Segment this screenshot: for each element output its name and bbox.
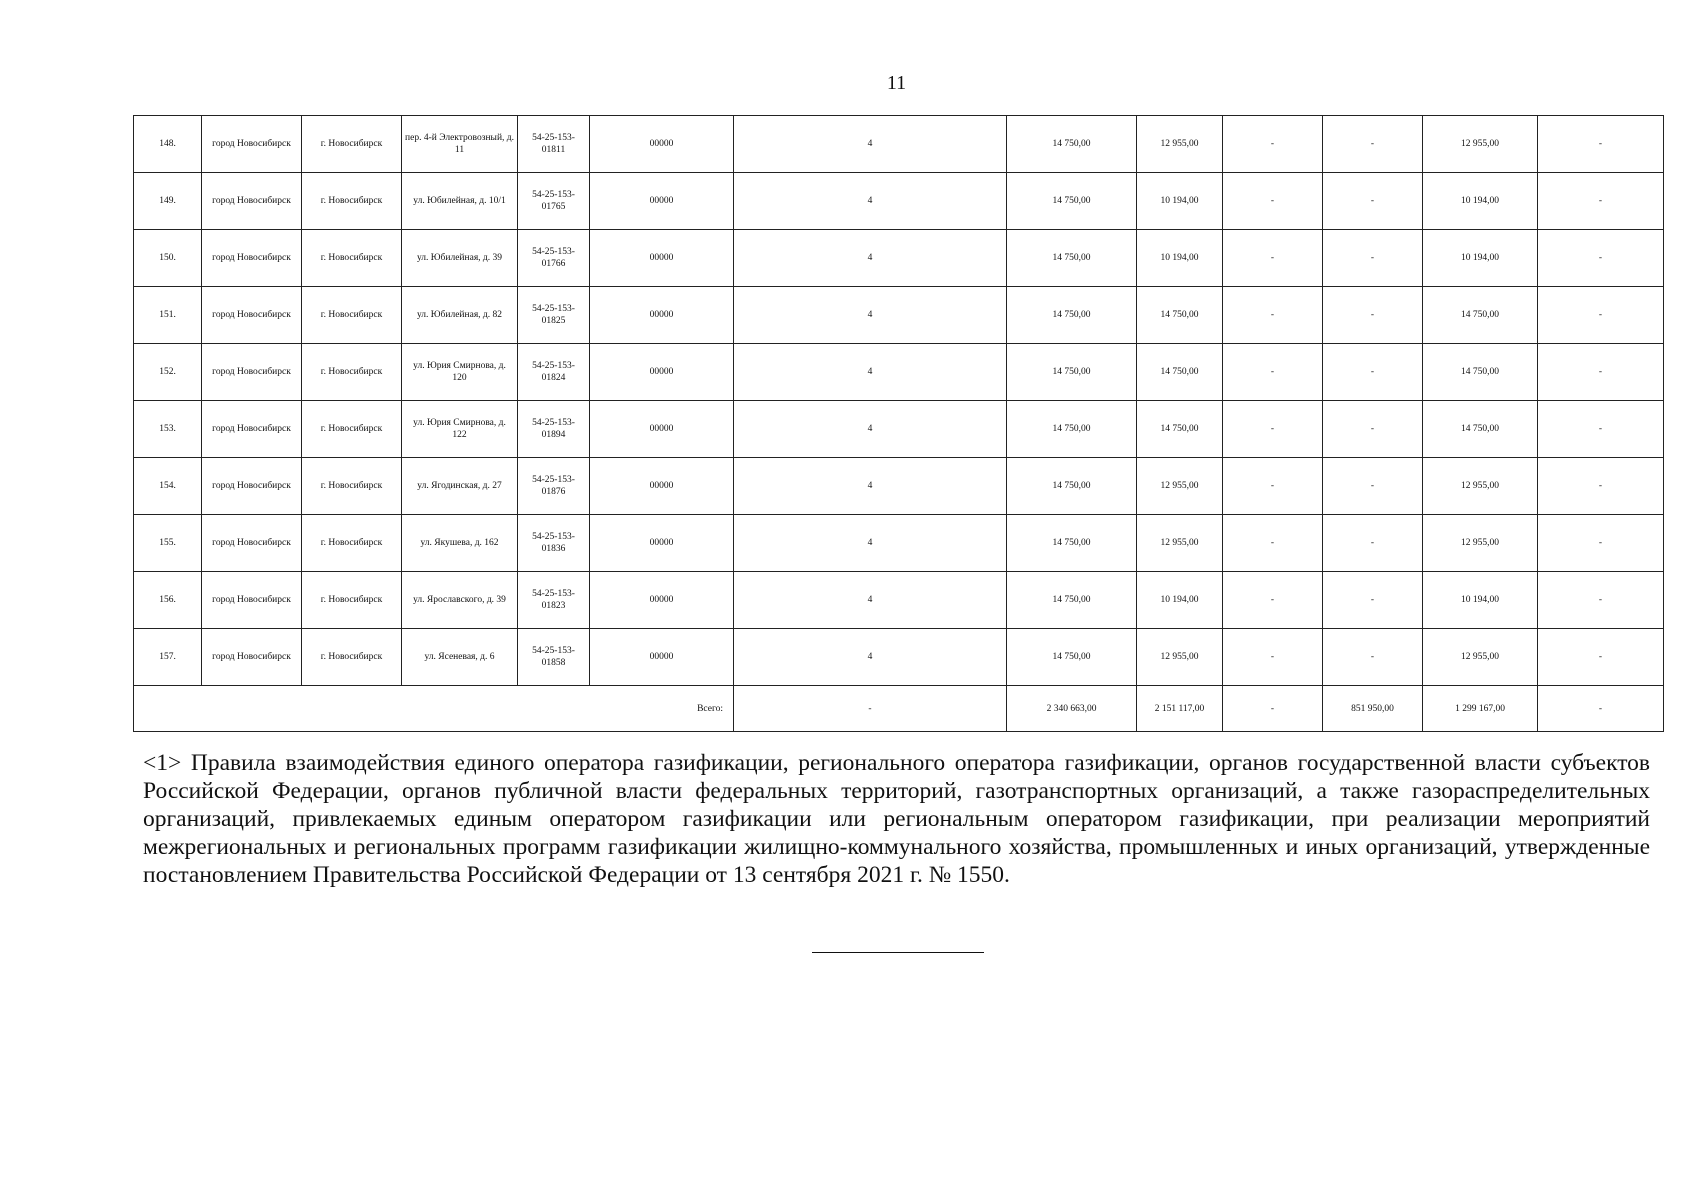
other-cell: - — [1538, 572, 1664, 629]
row-number-cell: 151. — [134, 287, 202, 344]
federal-cell: - — [1223, 458, 1323, 515]
other-cell: - — [1538, 629, 1664, 686]
federal-cell: - — [1223, 629, 1323, 686]
table-row — [134, 344, 1664, 401]
amount-cell: 14 750,00 — [1007, 572, 1137, 629]
subsidy-cell: 10 194,00 — [1137, 572, 1223, 629]
municipality-cell: город Новосибирск — [202, 458, 302, 515]
footnote: <1> Правила взаимодействия единого оператора газификации, регионального оператора газификации, органов государственной власти субъектов Российской Федерации, органов публичной власти федеральных территорий, газотранспортных организаций, а также газораспределительных организаций, привлекаемых единым оператором газификации или региональным оператором газификации, при реализации мероприятий межрегиональных и региональных программ газификации жилищно-коммунального хозяйства, промышленных и иных организаций, утвержденные постановлением Правительства Российской Федерации от 13 сентября 2021 г. № 1550. — [143, 750, 1650, 888]
cadastral-number-cell: 54-25-153-01825 — [518, 287, 590, 344]
total-value-cell: - — [1538, 686, 1664, 732]
settlement-cell: г. Новосибирск — [302, 629, 402, 686]
local-cell: 12 955,00 — [1423, 515, 1538, 572]
amount-cell: 14 750,00 — [1007, 230, 1137, 287]
local-cell: 14 750,00 — [1423, 344, 1538, 401]
table-row — [134, 401, 1664, 458]
category-cell: 4 — [734, 344, 1007, 401]
regional-cell: - — [1323, 344, 1423, 401]
other-cell: - — [1538, 515, 1664, 572]
code-cell: 00000 — [590, 458, 734, 515]
code-cell: 00000 — [590, 344, 734, 401]
category-cell: 4 — [734, 572, 1007, 629]
total-value-cell: - — [1223, 686, 1323, 732]
row-number-cell: 153. — [134, 401, 202, 458]
municipality-cell: город Новосибирск — [202, 230, 302, 287]
row-number-cell: 157. — [134, 629, 202, 686]
category-cell: 4 — [734, 116, 1007, 173]
local-cell: 10 194,00 — [1423, 572, 1538, 629]
amount-cell: 14 750,00 — [1007, 287, 1137, 344]
municipality-cell: город Новосибирск — [202, 515, 302, 572]
local-cell: 12 955,00 — [1423, 116, 1538, 173]
total-value-cell: 2 340 663,00 — [1007, 686, 1137, 732]
amount-cell: 14 750,00 — [1007, 116, 1137, 173]
regional-cell: - — [1323, 401, 1423, 458]
municipality-cell: город Новосибирск — [202, 116, 302, 173]
total-value-cell: 1 299 167,00 — [1423, 686, 1538, 732]
address-cell: пер. 4-й Электровозный, д. 11 — [402, 116, 518, 173]
settlement-cell: г. Новосибирск — [302, 287, 402, 344]
cadastral-number-cell: 54-25-153-01824 — [518, 344, 590, 401]
amount-cell: 14 750,00 — [1007, 515, 1137, 572]
address-cell: ул. Юбилейная, д. 82 — [402, 287, 518, 344]
municipality-cell: город Новосибирск — [202, 572, 302, 629]
federal-cell: - — [1223, 173, 1323, 230]
category-cell: 4 — [734, 230, 1007, 287]
settlement-cell: г. Новосибирск — [302, 344, 402, 401]
code-cell: 00000 — [590, 401, 734, 458]
row-number-cell: 156. — [134, 572, 202, 629]
table-row — [134, 116, 1664, 173]
total-value-cell: 2 151 117,00 — [1137, 686, 1223, 732]
amount-cell: 14 750,00 — [1007, 458, 1137, 515]
federal-cell: - — [1223, 515, 1323, 572]
table-row — [134, 230, 1664, 287]
cadastral-number-cell: 54-25-153-01858 — [518, 629, 590, 686]
code-cell: 00000 — [590, 572, 734, 629]
regional-cell: - — [1323, 287, 1423, 344]
address-cell: ул. Ясеневая, д. 6 — [402, 629, 518, 686]
row-number-cell: 155. — [134, 515, 202, 572]
code-cell: 00000 — [590, 230, 734, 287]
table-body — [134, 116, 1664, 732]
regional-cell: - — [1323, 572, 1423, 629]
data-table — [133, 115, 1664, 732]
address-cell: ул. Якушева, д. 162 — [402, 515, 518, 572]
local-cell: 14 750,00 — [1423, 401, 1538, 458]
total-value-cell: 851 950,00 — [1323, 686, 1423, 732]
code-cell: 00000 — [590, 173, 734, 230]
category-cell: 4 — [734, 287, 1007, 344]
table-row — [134, 572, 1664, 629]
subsidy-cell: 10 194,00 — [1137, 173, 1223, 230]
page-number: 11 — [886, 72, 907, 94]
settlement-cell: г. Новосибирск — [302, 572, 402, 629]
category-cell: 4 — [734, 401, 1007, 458]
federal-cell: - — [1223, 401, 1323, 458]
cadastral-number-cell: 54-25-153-01811 — [518, 116, 590, 173]
separator-line — [812, 952, 984, 953]
cadastral-number-cell: 54-25-153-01765 — [518, 173, 590, 230]
table-row — [134, 629, 1664, 686]
regional-cell: - — [1323, 515, 1423, 572]
federal-cell: - — [1223, 116, 1323, 173]
settlement-cell: г. Новосибирск — [302, 401, 402, 458]
cadastral-number-cell: 54-25-153-01894 — [518, 401, 590, 458]
amount-cell: 14 750,00 — [1007, 344, 1137, 401]
local-cell: 14 750,00 — [1423, 287, 1538, 344]
subsidy-cell: 12 955,00 — [1137, 629, 1223, 686]
address-cell: ул. Ярославского, д. 39 — [402, 572, 518, 629]
total-value-cell: - — [734, 686, 1007, 732]
cadastral-number-cell: 54-25-153-01876 — [518, 458, 590, 515]
row-number-cell: 150. — [134, 230, 202, 287]
table-container — [133, 115, 1663, 732]
subsidy-cell: 14 750,00 — [1137, 287, 1223, 344]
category-cell: 4 — [734, 515, 1007, 572]
settlement-cell: г. Новосибирск — [302, 230, 402, 287]
subsidy-cell: 12 955,00 — [1137, 116, 1223, 173]
address-cell: ул. Ягодинская, д. 27 — [402, 458, 518, 515]
subsidy-cell: 10 194,00 — [1137, 230, 1223, 287]
code-cell: 00000 — [590, 287, 734, 344]
row-number-cell: 154. — [134, 458, 202, 515]
local-cell: 10 194,00 — [1423, 173, 1538, 230]
address-cell: ул. Юбилейная, д. 10/1 — [402, 173, 518, 230]
federal-cell: - — [1223, 344, 1323, 401]
category-cell: 4 — [734, 458, 1007, 515]
local-cell: 10 194,00 — [1423, 230, 1538, 287]
table-row — [134, 515, 1664, 572]
regional-cell: - — [1323, 629, 1423, 686]
code-cell: 00000 — [590, 515, 734, 572]
amount-cell: 14 750,00 — [1007, 401, 1137, 458]
row-number-cell: 148. — [134, 116, 202, 173]
municipality-cell: город Новосибирск — [202, 287, 302, 344]
cadastral-number-cell: 54-25-153-01836 — [518, 515, 590, 572]
subsidy-cell: 12 955,00 — [1137, 458, 1223, 515]
municipality-cell: город Новосибирск — [202, 173, 302, 230]
row-number-cell: 152. — [134, 344, 202, 401]
amount-cell: 14 750,00 — [1007, 629, 1137, 686]
local-cell: 12 955,00 — [1423, 629, 1538, 686]
total-label: Всего: — [134, 686, 734, 732]
regional-cell: - — [1323, 458, 1423, 515]
other-cell: - — [1538, 230, 1664, 287]
subsidy-cell: 12 955,00 — [1137, 515, 1223, 572]
row-number-cell: 149. — [134, 173, 202, 230]
settlement-cell: г. Новосибирск — [302, 515, 402, 572]
municipality-cell: город Новосибирск — [202, 401, 302, 458]
table-row — [134, 173, 1664, 230]
other-cell: - — [1538, 287, 1664, 344]
federal-cell: - — [1223, 287, 1323, 344]
federal-cell: - — [1223, 572, 1323, 629]
other-cell: - — [1538, 173, 1664, 230]
regional-cell: - — [1323, 116, 1423, 173]
other-cell: - — [1538, 401, 1664, 458]
settlement-cell: г. Новосибирск — [302, 458, 402, 515]
total-row — [134, 686, 1664, 732]
amount-cell: 14 750,00 — [1007, 173, 1137, 230]
other-cell: - — [1538, 344, 1664, 401]
cadastral-number-cell: 54-25-153-01766 — [518, 230, 590, 287]
other-cell: - — [1538, 458, 1664, 515]
subsidy-cell: 14 750,00 — [1137, 401, 1223, 458]
settlement-cell: г. Новосибирск — [302, 173, 402, 230]
federal-cell: - — [1223, 230, 1323, 287]
subsidy-cell: 14 750,00 — [1137, 344, 1223, 401]
municipality-cell: город Новосибирск — [202, 629, 302, 686]
category-cell: 4 — [734, 173, 1007, 230]
table-row — [134, 458, 1664, 515]
address-cell: ул. Юрия Смирнова, д. 120 — [402, 344, 518, 401]
code-cell: 00000 — [590, 629, 734, 686]
local-cell: 12 955,00 — [1423, 458, 1538, 515]
address-cell: ул. Юбилейная, д. 39 — [402, 230, 518, 287]
code-cell: 00000 — [590, 116, 734, 173]
other-cell: - — [1538, 116, 1664, 173]
table-row — [134, 287, 1664, 344]
regional-cell: - — [1323, 230, 1423, 287]
category-cell: 4 — [734, 629, 1007, 686]
settlement-cell: г. Новосибирск — [302, 116, 402, 173]
address-cell: ул. Юрия Смирнова, д. 122 — [402, 401, 518, 458]
regional-cell: - — [1323, 173, 1423, 230]
cadastral-number-cell: 54-25-153-01823 — [518, 572, 590, 629]
municipality-cell: город Новосибирск — [202, 344, 302, 401]
